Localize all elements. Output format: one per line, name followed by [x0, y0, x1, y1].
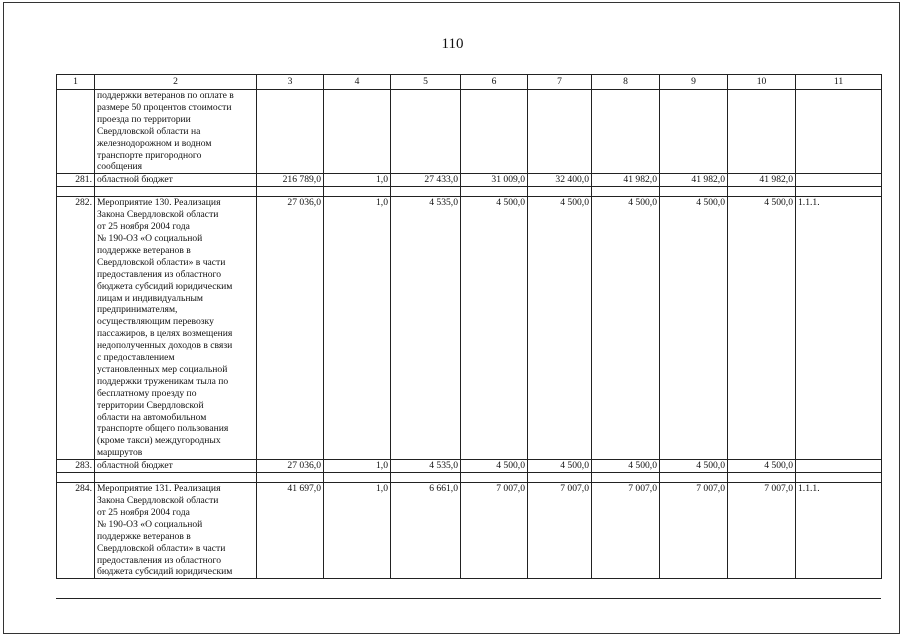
value-cell: 4 500,0 — [592, 197, 660, 460]
row-description: Мероприятие 130. Реализация Закона Свердловской области от 25 ноября 2004 года № 190-ОЗ «О социальной поддержке ветеранов в Свердловской области» в части предоставления из областного бюджета субсидий юридическим лицам и индивидуальным предпринимателям, осуществляющим перевозку пассажиров, в целях возмещения недополученных доходов в связи с предоставлением установленных мер социальной поддержки труженикам тыла по бесплатному проезду по территории Свердловской области на автомобильном транспорте общего пользования (кроме такси) междугородных маршрутов — [95, 197, 257, 460]
value-cell: 4 500,0 — [728, 197, 796, 460]
value-cell: 1,0 — [324, 483, 391, 579]
value-cell: 7 007,0 — [528, 483, 592, 579]
value-cell — [257, 90, 324, 174]
table-row — [57, 174, 882, 187]
table-row — [57, 197, 882, 460]
spacer-cell — [796, 187, 882, 197]
spacer-cell — [391, 187, 461, 197]
spacer-cell — [391, 473, 461, 483]
target-code-cell — [796, 90, 882, 174]
column-header: 5 — [391, 75, 461, 90]
value-cell: 4 500,0 — [528, 460, 592, 473]
spacer-cell — [57, 473, 95, 483]
column-header: 9 — [660, 75, 728, 90]
row-description: областной бюджет — [95, 174, 257, 187]
spacer-cell — [257, 187, 324, 197]
column-header: 2 — [95, 75, 257, 90]
value-cell: 7 007,0 — [660, 483, 728, 579]
value-cell: 41 982,0 — [660, 174, 728, 187]
value-cell: 7 007,0 — [728, 483, 796, 579]
column-header: 7 — [528, 75, 592, 90]
value-cell: 216 789,0 — [257, 174, 324, 187]
spacer-cell — [728, 473, 796, 483]
value-cell: 4 500,0 — [660, 197, 728, 460]
spacer-cell — [257, 473, 324, 483]
row-number — [57, 90, 95, 174]
value-cell: 27 036,0 — [257, 460, 324, 473]
value-cell: 1,0 — [324, 460, 391, 473]
target-code-cell — [796, 460, 882, 473]
row-spacer — [57, 473, 882, 483]
table-cut-line — [56, 598, 881, 599]
spacer-cell — [324, 473, 391, 483]
value-cell — [324, 90, 391, 174]
column-header: 6 — [461, 75, 528, 90]
value-cell — [660, 90, 728, 174]
row-number: 282. — [57, 197, 95, 460]
table-row — [57, 90, 882, 174]
target-code-cell: 1.1.1. — [796, 197, 882, 460]
value-cell: 31 009,0 — [461, 174, 528, 187]
column-header: 3 — [257, 75, 324, 90]
target-code-cell: 1.1.1. — [796, 483, 882, 579]
spacer-cell — [728, 187, 796, 197]
table-body — [57, 75, 882, 579]
value-cell: 4 535,0 — [391, 197, 461, 460]
value-cell: 4 500,0 — [660, 460, 728, 473]
spacer-cell — [324, 187, 391, 197]
row-number: 281. — [57, 174, 95, 187]
value-cell: 6 661,0 — [391, 483, 461, 579]
value-cell: 27 433,0 — [391, 174, 461, 187]
value-cell: 4 500,0 — [461, 460, 528, 473]
value-cell: 41 697,0 — [257, 483, 324, 579]
page-number: 110 — [441, 36, 464, 52]
spacer-cell — [461, 473, 528, 483]
value-cell: 27 036,0 — [257, 197, 324, 460]
spacer-cell — [528, 473, 592, 483]
table-row — [57, 460, 882, 473]
spacer-cell — [95, 473, 257, 483]
spacer-cell — [660, 473, 728, 483]
spacer-cell — [57, 187, 95, 197]
value-cell: 1,0 — [324, 197, 391, 460]
value-cell: 41 982,0 — [728, 174, 796, 187]
spacer-cell — [796, 473, 882, 483]
value-cell — [528, 90, 592, 174]
value-cell — [391, 90, 461, 174]
spacer-cell — [660, 187, 728, 197]
value-cell: 4 535,0 — [391, 460, 461, 473]
column-header: 10 — [728, 75, 796, 90]
value-cell: 4 500,0 — [728, 460, 796, 473]
column-header: 11 — [796, 75, 882, 90]
target-code-cell — [796, 174, 882, 187]
value-cell: 4 500,0 — [461, 197, 528, 460]
row-description: Мероприятие 131. Реализация Закона Свердловской области от 25 ноября 2004 года № 190-ОЗ «О социальной поддержке ветеранов в Свердловской области» в части предоставления из областного бюджета субсидий юридическим — [95, 483, 257, 579]
value-cell: 4 500,0 — [592, 460, 660, 473]
value-cell: 7 007,0 — [461, 483, 528, 579]
column-header: 4 — [324, 75, 391, 90]
row-description: областной бюджет — [95, 460, 257, 473]
row-spacer — [57, 187, 882, 197]
table-row — [57, 483, 882, 579]
header-row — [57, 75, 882, 90]
spacer-cell — [528, 187, 592, 197]
spacer-cell — [592, 473, 660, 483]
value-cell — [728, 90, 796, 174]
row-number: 283. — [57, 460, 95, 473]
value-cell: 1,0 — [324, 174, 391, 187]
spacer-cell — [95, 187, 257, 197]
budget-table — [56, 74, 882, 579]
row-number: 284. — [57, 483, 95, 579]
spacer-cell — [461, 187, 528, 197]
column-header: 8 — [592, 75, 660, 90]
column-header: 1 — [57, 75, 95, 90]
value-cell: 41 982,0 — [592, 174, 660, 187]
value-cell — [461, 90, 528, 174]
value-cell — [592, 90, 660, 174]
value-cell: 4 500,0 — [528, 197, 592, 460]
row-description: поддержки ветеранов по оплате в размере 50 процентов стоимости проезда по территории Свердловской области на железнодорожном и водном транспорте пригородного сообщения — [95, 90, 257, 174]
value-cell: 32 400,0 — [528, 174, 592, 187]
value-cell: 7 007,0 — [592, 483, 660, 579]
spacer-cell — [592, 187, 660, 197]
